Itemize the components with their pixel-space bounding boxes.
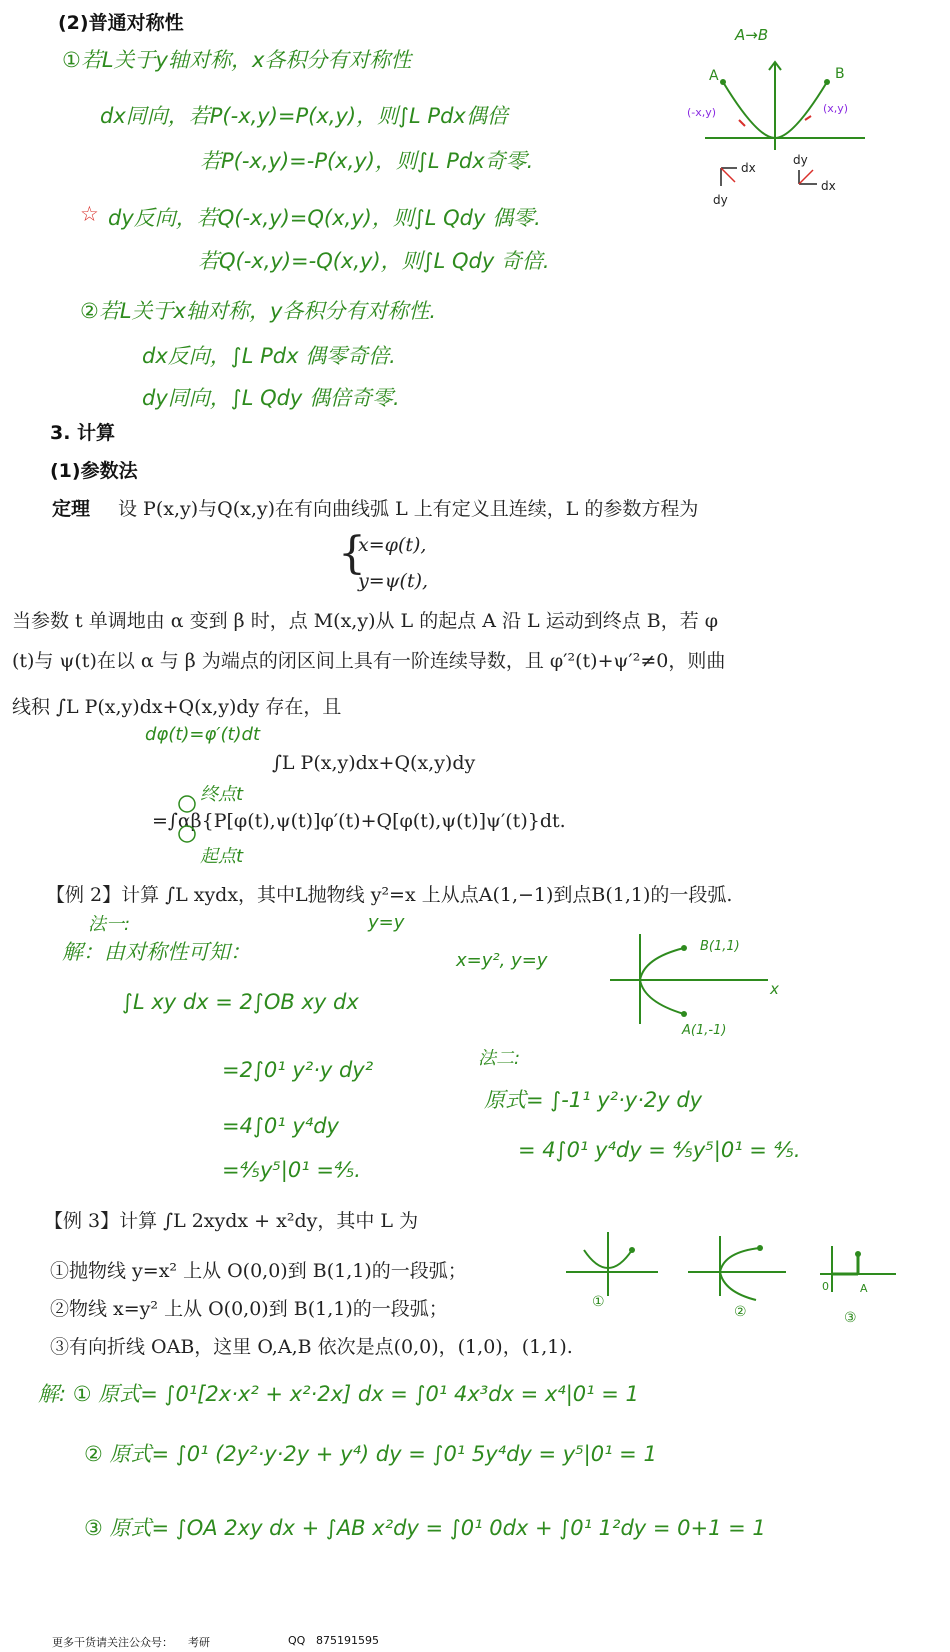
theorem-text: 设 P(x,y)与Q(x,y)在有向曲线弧 L 上有定义且连续，L 的参数方程为 xyxy=(118,498,699,520)
section-heading: 3. 计算 xyxy=(50,422,116,444)
equation-x: x=φ(t), xyxy=(358,534,427,556)
theorem-label: 定理 xyxy=(52,498,91,520)
handwritten-note: 终点t xyxy=(200,784,244,805)
handwritten-note: 原式= ∫-1¹ y²·y·2y dy xyxy=(484,1088,703,1112)
g2-label: ② xyxy=(734,1304,747,1320)
example-item: ①抛物线 y=x² 上从 O(0,0)到 B(1,1)的一段弧； xyxy=(50,1260,467,1282)
handwritten-solution: ③ 原式= ∫OA 2xy dx + ∫AB x²dy = ∫0¹ 0dx + ∫0¹ 1²dy = 0+1 = 1 xyxy=(84,1516,766,1540)
handwritten-note: 法一: xyxy=(88,914,131,935)
point-b xyxy=(824,79,830,85)
footer-text: 875191595 xyxy=(316,1634,379,1647)
g1-point xyxy=(629,1247,635,1253)
handwritten-solution: ② 原式= ∫0¹ (2y²·y·2y + y⁴) dy = ∫0¹ 5y⁴dy = y⁵|0¹ = 1 xyxy=(84,1442,657,1466)
handwritten-note: = 4∫0¹ y⁴dy = ⁴⁄₅y⁵|0¹ = ⁴⁄₅. xyxy=(518,1138,801,1162)
g2-point xyxy=(757,1245,763,1251)
subsection-heading: (1)参数法 xyxy=(50,460,138,482)
example-statement: 【例 3】计算 ∫L 2xydx + x²dy，其中 L 为 xyxy=(44,1210,419,1232)
label-b: B xyxy=(835,66,845,82)
equation-y: y=ψ(t), xyxy=(358,570,429,592)
tick-left xyxy=(739,120,745,126)
label-b: B(1,1) xyxy=(700,939,740,954)
example-item: ②物线 x=y² 上从 O(0,0)到 B(1,1)的一段弧； xyxy=(50,1298,448,1320)
footer-text: QQ xyxy=(288,1634,306,1647)
point-a xyxy=(720,79,726,85)
handwritten-note: dx同向，若P(-x,y)=P(x,y)，则∫L Pdx偶倍 xyxy=(100,104,508,128)
g3-a-label: A xyxy=(860,1282,868,1295)
handwritten-note: 起点t xyxy=(200,846,244,867)
handwritten-note: 若P(-x,y)=-P(x,y)，则∫L Pdx奇零. xyxy=(200,149,534,173)
dy-right-label: dy xyxy=(793,153,808,167)
example-3-graphs xyxy=(560,1226,940,1326)
handwritten-note: 法二: xyxy=(478,1048,521,1069)
label-a: A(1,-1) xyxy=(682,1023,727,1038)
handwritten-note: ②若L关于x轴对称，y各积分有对称性. xyxy=(80,299,437,323)
point-a xyxy=(681,1011,687,1017)
handwritten-note: 解：由对称性可知： xyxy=(62,940,251,964)
footer-text: 更多干货请关注公众号： xyxy=(52,1636,173,1649)
handwritten-note: dy反向，若Q(-x,y)=Q(x,y)，则∫L Qdy 偶零. xyxy=(108,206,541,230)
symmetry-diagram xyxy=(687,20,875,220)
handwritten-note: x=y², y=y xyxy=(456,950,548,971)
g3-label: ③ xyxy=(844,1310,857,1326)
tick-right xyxy=(805,116,811,120)
g1-label: ① xyxy=(592,1294,605,1310)
handwritten-note: y=y xyxy=(368,912,405,933)
formula-line: =∫αβ{P[φ(t),ψ(t)]φ′(t)+Q[φ(t),ψ(t)]ψ′(t)}dt. xyxy=(152,810,566,832)
g2-curve xyxy=(720,1248,760,1300)
parabola-graph xyxy=(600,924,800,1044)
example-statement: 【例 2】计算 ∫L xydx，其中L抛物线 y²=x 上从点A(1,−1)到点B(1,1)的一段弧. xyxy=(46,884,733,906)
point-b xyxy=(681,945,687,951)
handwritten-note: ①若L关于y轴对称，x各积分有对称性 xyxy=(62,48,412,72)
handwritten-note: =4∫0¹ y⁴dy xyxy=(222,1114,339,1138)
dx-left-label: dx xyxy=(741,161,756,175)
point-left-label: (-x,y) xyxy=(687,106,717,119)
system-brace: { xyxy=(338,528,366,579)
example-item: ③有向折线 OAB，这里 O,A,B 依次是点(0,0)，(1,0)，(1,1). xyxy=(50,1336,573,1358)
label-x: x xyxy=(770,980,779,998)
dx-right-label: dx xyxy=(821,179,836,193)
footer-text: 考研 xyxy=(188,1636,210,1649)
tangent-arrow-right xyxy=(799,170,813,184)
paragraph-line: (t)与 ψ(t)在以 α 与 β 为端点的闭区间上具有一阶连续导数，且 φ′²(t)+ψ′²≠0，则曲 xyxy=(12,650,726,672)
point-right-label: (x,y) xyxy=(823,102,849,115)
handwritten-note: dy同向，∫L Qdy 偶倍奇零. xyxy=(142,386,400,410)
diagram-title: A→B xyxy=(735,26,769,44)
paragraph-line: 当参数 t 单调地由 α 变到 β 时，点 M(x,y)从 L 的起点 A 沿 L 运动到终点 B，若 φ xyxy=(12,610,719,632)
handwritten-note: =⁴⁄₅y⁵|0¹ =⁴⁄₅. xyxy=(222,1158,361,1182)
g3-origin-label: 0 xyxy=(822,1280,829,1293)
tangent-arrow-left xyxy=(721,168,735,182)
handwritten-note: ∫L xy dx = 2∫OB xy dx xyxy=(122,990,359,1014)
g3-point-b xyxy=(855,1251,861,1257)
handwritten-note: 若Q(-x,y)=-Q(x,y)，则∫L Qdy 奇倍. xyxy=(198,249,550,273)
handwritten-note: =2∫0¹ y²·y dy² xyxy=(222,1058,374,1082)
section-heading: (2)普通对称性 xyxy=(58,12,184,34)
handwritten-solution: 解: ① 原式= ∫0¹[2x·x² + x²·2x] dx = ∫0¹ 4x³dx = x⁴|0¹ = 1 xyxy=(38,1382,639,1406)
label-a: A xyxy=(709,68,719,84)
dy-left-label: dy xyxy=(713,193,728,207)
formula-line: ∫L P(x,y)dx+Q(x,y)dy xyxy=(272,752,476,774)
limit-circles xyxy=(176,794,198,846)
star-icon: ☆ xyxy=(80,202,99,226)
paragraph-line: 线积 ∫L P(x,y)dx+Q(x,y)dy 存在，且 xyxy=(12,696,342,718)
alpha-circle xyxy=(179,826,195,842)
beta-circle xyxy=(179,796,195,812)
handwritten-note: dx反向，∫L Pdx 偶零奇倍. xyxy=(142,344,396,368)
handwritten-note: dφ(t)=φ′(t)dt xyxy=(145,724,261,745)
